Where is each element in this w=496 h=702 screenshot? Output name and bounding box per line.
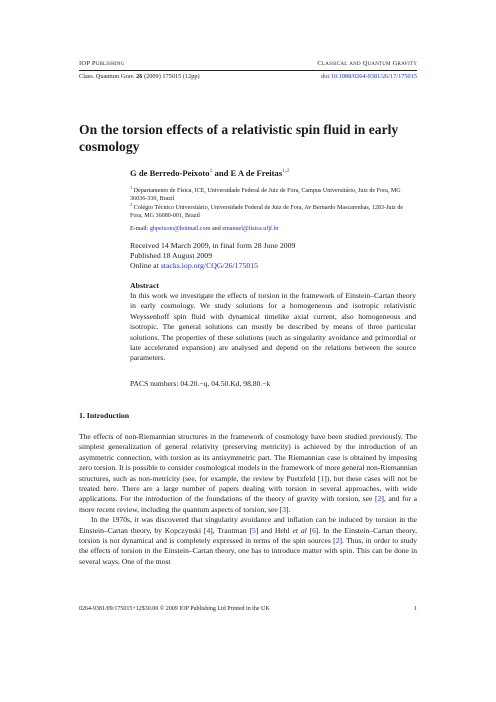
affiliation-1-number: 1 (130, 185, 133, 190)
online-label: Online at (130, 261, 159, 270)
abstract-text: In this work we investigate the effects of torsion in the framework of Einstein–Cartan theory in early cosmology. We study solutions for a homogeneous and isotropic relativistic Weyssenhoff spin fluid with dynamical timelike axial current, also homogeneous and isotropic. The general solutions can mostly be described by means of three particular solutions. The properties of these solutions (such as singularity avoidance and primordial or late accelerated expansion) are analysed and depend on the relations between the source parameters. (130, 291, 416, 363)
author-2-affiliation-ref[interactable]: 1,2 (282, 168, 290, 175)
paragraph-1 (79, 432, 417, 515)
published-date: Published 18 August 2009 (130, 251, 213, 260)
citation-ref-3[interactable]: 3 (282, 504, 287, 514)
citation-ref-1[interactable]: 1 (320, 473, 325, 483)
online-url-link[interactable]: stacks.iop.org/CQG/26/175015 (160, 261, 259, 270)
citation-ref-2[interactable]: 2 (377, 494, 382, 504)
section-heading: 1. Introduction (79, 411, 130, 420)
paragraph-2-text-e: ]. In the Einstein–Cartan theory, torsion is not dynamical and is completely expressed in terms of the spin sources [ (79, 525, 417, 546)
email-label: E-mail: (130, 226, 149, 232)
citation (79, 73, 200, 80)
affiliation-2 (130, 201, 410, 221)
publisher-label: IOP Publishing (79, 60, 125, 67)
pacs-numbers: PACS numbers: 04.20.−q, 04.50.Kd, 98.80.−k (130, 379, 271, 388)
paragraph-1-text-c: ], and for a more recent review, including the quantum aspects of torsion, see [ (79, 494, 417, 514)
paragraph-2-text-d: [ (306, 525, 313, 535)
abstract-heading: Abstract (130, 281, 160, 290)
footer-code: 0264-9381/09/175015+12$30.00 © 2009 IOP Publishing Ltd Printed in the UK (79, 606, 270, 612)
citation-volume: 26 (136, 73, 143, 80)
citation-ref-5[interactable]: 5 (251, 525, 256, 535)
paragraph-1-text-a: The effects of non-Riemannian structures in the framework of cosmology have been studied previously. The simplest generalization of general relativity (preserving metricity) is achieved by the introduction of an asymmetric connection, with torsion as its antisymmetric part. The Riemannian case is obtained by imposing zero torsion. It is possible to consider cosmological models in the framework of more general non-Riemannian structures, such as non-metricity (see, for example, the review by Puetzfeld [ (79, 432, 417, 483)
email-and: and (211, 226, 221, 232)
authors (130, 168, 289, 178)
citation-rest: (2009) 175015 (12pp) (144, 73, 200, 80)
paragraph-2 (79, 515, 417, 567)
journal-name: Classical and Quantum Gravity (317, 60, 417, 67)
online-line (130, 261, 295, 271)
author-2: and E A de Freitas (214, 168, 283, 178)
section-body (79, 432, 417, 567)
email-link-1[interactable]: gbpeixoto@hotmail.com (149, 226, 211, 232)
paragraph-1-text-b: ]), but these cases will not be treated here. There are a large number of papers dealing with torsion in several approaches, with wide applications. For the introduction of the foundations of the theory of gravity with torsion, see [ (79, 473, 418, 504)
paragraph-2-text-c: ] and Hehl (255, 525, 293, 535)
paragraph-2-text-b: ], Trautman [ (210, 525, 252, 535)
citation-prefix: Class. Quantum Grav. (79, 73, 135, 80)
article-title: On the torsion effects of a relativistic spin fluid in early cosmology (79, 122, 399, 154)
paragraph-1-text-d: ]. (286, 504, 291, 514)
paragraph-2-text-f: ]. Thus, in order to study the effects of torsion in the Einstein–Cartan theory, one has to introduce matter with spin. This can be done in several ways. One of the most (79, 536, 417, 566)
et-al: et al (292, 525, 307, 535)
paragraph-2-text-a: In the 1970s, it was discovered that singularity avoidance and inflation can be induced by torsion in the Einstein–Cartan theory, by Kopczynski [ (79, 515, 417, 535)
citation-ref-2b[interactable]: 2 (335, 536, 340, 546)
email-link-2[interactable]: emanuel@fisica.ufjf.br (222, 226, 279, 232)
publication-dates (130, 241, 295, 271)
email-line (130, 226, 279, 232)
citation-ref-4[interactable]: 4 (206, 525, 211, 535)
citation-ref-6[interactable]: 6 (312, 525, 316, 535)
affiliation-2-text: Colégio Técnico Universitário, Universidade Federal de Juiz de Fora, Av Bernardo Mascarenhas, 1283-Juiz de Fora, MG 36080-001, Brazil (130, 205, 404, 220)
affiliation-2-number: 2 (130, 202, 133, 207)
page-number: 1 (414, 606, 417, 612)
received-date: Received 14 March 2009, in final form 28 June 2009 (130, 241, 296, 250)
affiliation-1-text: Departamento de Física, ICE, Universidade Federal de Juiz de Fora, Campus Universitário, Juiz de Fora, MG 36036-330, Brazil (130, 188, 401, 203)
author-1-affiliation-ref[interactable]: 1 (209, 168, 213, 175)
doi-link[interactable]: doi:10.1088/0264-9381/26/17/175015 (320, 73, 417, 80)
author-1: G de Berredo-Peixoto (130, 168, 210, 178)
header-rule (79, 70, 417, 71)
